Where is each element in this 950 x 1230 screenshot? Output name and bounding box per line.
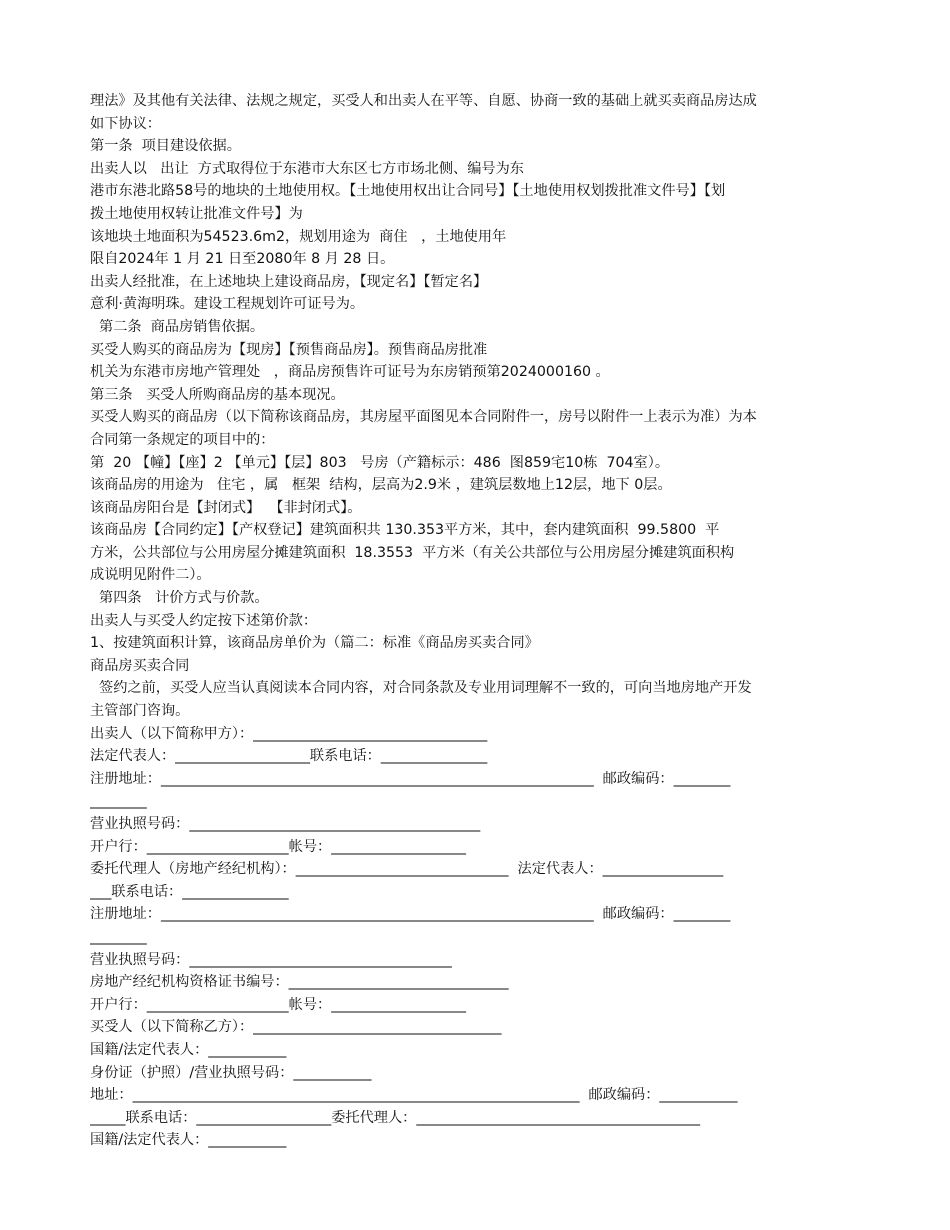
text-line: 港市东港北路58号的地块的土地使用权。【土地使用权出让合同号】【土地使用权划拨批准文件号】【划 [90, 183, 726, 200]
text-line: 开户行：____________________帐号：___________________ [90, 996, 466, 1013]
text-line: 该商品房的用途为 住宅 ，属 框架 结构，层高为2.9米 ，建筑层数地上12层，地下 0层。 [90, 477, 672, 494]
text-line: 该商品房阳台是【封闭式】 【非封闭式】。 [90, 499, 362, 516]
text-line: ________ [90, 793, 147, 810]
text-line: 出卖人与买受人约定按下述第价款： [90, 612, 318, 629]
text-line: 买受人购买的商品房（以下简称该商品房，其房屋平面图见本合同附件一，房号以附件一上表示为准）为本 [90, 409, 757, 426]
text-line: 第一条 项目建设依据。 [90, 138, 241, 155]
text-line: 该地块土地面积为54523.6m2，规划用途为 商住 ，土地使用年 [90, 228, 507, 245]
text-line: _____联系电话：___________________委托代理人：________________________________________ [90, 1109, 701, 1126]
text-line: 1、按建筑面积计算，该商品房单价为（篇二：标准《商品房买卖合同》 [90, 635, 539, 652]
text-line: 成说明见附件二）。 [90, 567, 211, 584]
text-line: 机关为东港市房地产管理处 ，商品房预售许可证号为东房销预第2024000160 。 [90, 364, 610, 381]
text-line: 出卖人以 出让 方式取得位于东港市大东区七方市场北侧、编号为东 [90, 160, 524, 177]
text-line: 买受人（以下简称乙方）：___________________________________ [90, 1019, 502, 1036]
text-line: 理法》及其他有关法律、法规之规定，买受人和出卖人在平等、自愿、协商一致的基础上就买卖商品房达成 [90, 93, 757, 109]
text-line: 拨土地使用权转让批准文件号】为 [90, 205, 303, 222]
text-line: 营业执照号码：_____________________________________ [90, 951, 452, 968]
text-line: 买受人购买的商品房为【现房】【预售商品房】。预售商品房批准 [90, 341, 488, 358]
text-line: 出卖人经批准，在上述地块上建设商品房，【现定名】【暂定名】 [90, 273, 488, 290]
text-line: 方米，公共部位与公用房屋分摊建筑面积 18.3553 平方米（有关公共部位与公用房屋分摊建筑面积构 [90, 544, 735, 561]
document-page [90, 90, 860, 1152]
text-line: 限自2024年 1 月 21 日至2080年 8 月 28 日。 [90, 251, 395, 268]
text-line: 如下协议： [90, 115, 161, 132]
text-line: 商品房买卖合同 [90, 657, 190, 674]
text-line: 地址：_______________________________________________________________ 邮政编码：___________ [90, 1087, 738, 1104]
text-line: 委托代理人（房地产经纪机构）：______________________________ 法定代表人：_________________ [90, 861, 724, 878]
text-line: 该商品房【合同约定】【产权登记】建筑面积共 130.353平方米，其中，套内建筑面积 99.5800 平 [90, 522, 720, 539]
text-line: ___联系电话：_______________ [90, 883, 289, 900]
text-line: 第四条 计价方式与价款。 [90, 590, 269, 607]
text-line: 合同第一条规定的项目中的： [90, 431, 275, 448]
text-line: 第二条 商品房销售依据。 [90, 318, 265, 335]
text-line: 第 20 【幢】【座】2 【单元】【层】803 号房（产籍标示：486 图859宅10栋 704室）。 [90, 454, 670, 471]
text-line: 第三条 买受人所购商品房的基本现况。 [90, 386, 345, 403]
text-line: 主管部门咨询。 [90, 703, 190, 720]
text-line: 开户行：____________________帐号：___________________ [90, 838, 466, 855]
text-line: 注册地址：_____________________________________________________________ 邮政编码：________ [90, 770, 731, 787]
text-line: 国籍/法定代表人：___________ [90, 1132, 287, 1149]
text-line: 营业执照号码：_________________________________________ [90, 816, 481, 832]
text-line: 国籍/法定代表人：___________ [90, 1041, 287, 1058]
text-line: 意利·黄海明珠。建设工程规划许可证号为。 [90, 296, 365, 313]
text-line: ________ [90, 928, 147, 945]
text-line: 签约之前，买受人应当认真阅读本合同内容，对合同条款及专业用词理解不一致的，可向当地房地产开发 [90, 680, 752, 697]
text-line: 出卖人（以下简称甲方）：_________________________________ [90, 725, 488, 742]
text-line: 身份证（护照）/营业执照号码：___________ [90, 1064, 372, 1081]
text-line: 房地产经纪机构资格证书编号：_______________________________ [90, 974, 509, 991]
text-line: 注册地址：_____________________________________________________________ 邮政编码：________ [90, 906, 731, 923]
text-line: 法定代表人：___________________联系电话：_______________ [90, 748, 488, 765]
